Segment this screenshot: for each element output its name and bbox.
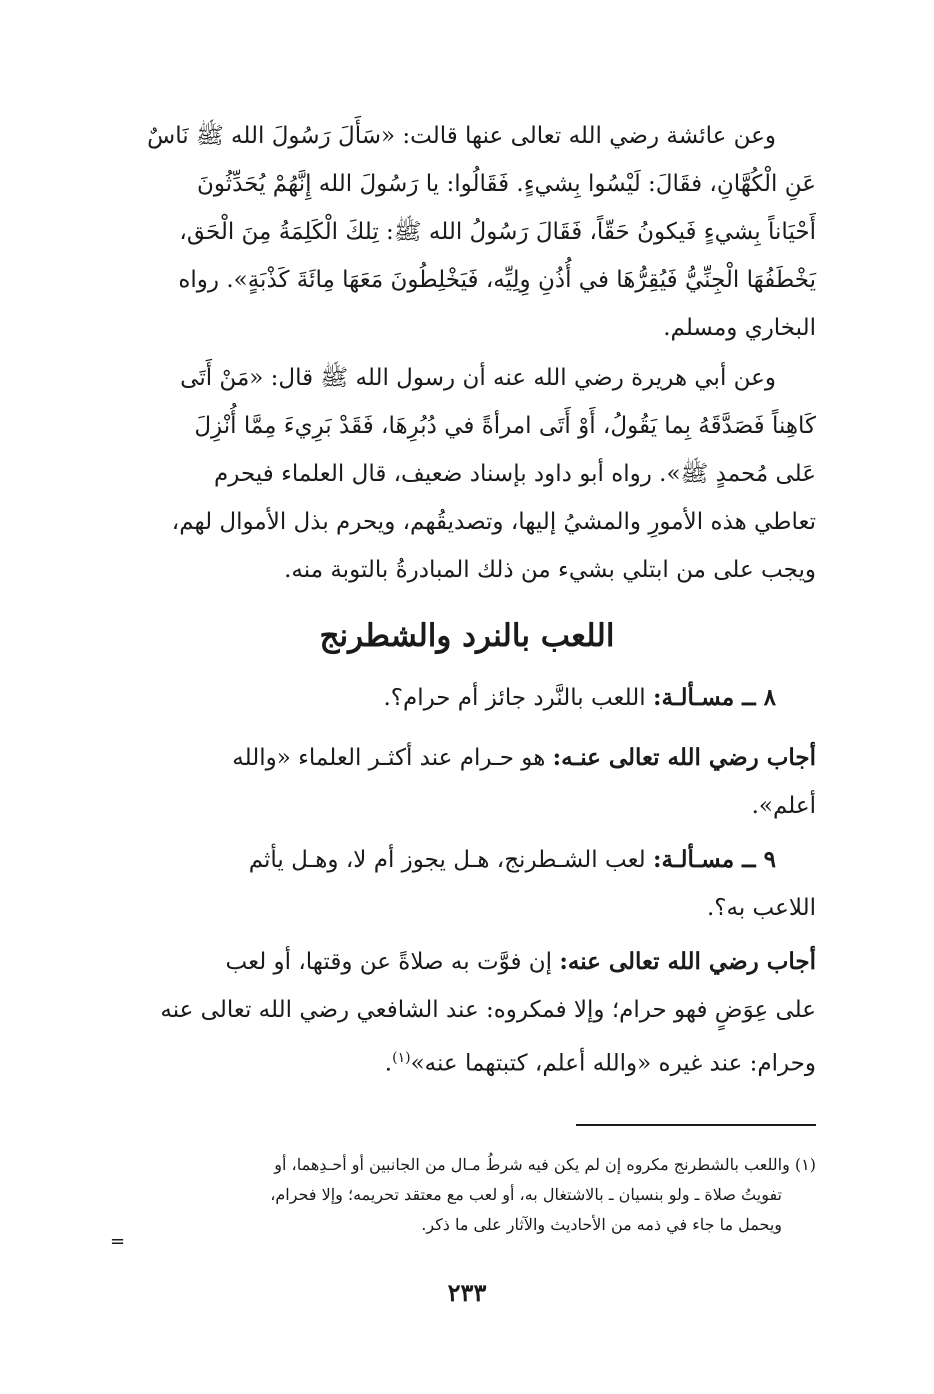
answer-8-text: هو حـرام عند أكثـر العلماء «والله	[232, 745, 553, 771]
question-9-label: ٩ ــ مسـألـة:	[652, 846, 776, 873]
section-heading: اللعب بالنرد والشطرنج	[319, 618, 615, 654]
footnote-separator	[576, 1124, 816, 1126]
answer-8-line-1	[116, 734, 816, 782]
text-line: يَخْطَفُهَا الْجِنِّيُّ فَيُقِرُّهَا في أُذُنِ وِلِيِّه، فَيَخْلِطُونَ مَعَهَا مِائَةَ كَذْبَةٍ». رواه	[178, 267, 816, 293]
answer-8	[116, 734, 816, 830]
question-8-label: ٨ ــ مسـألـة:	[652, 684, 776, 711]
answer-9	[116, 938, 816, 1088]
question-9-text: لعب الشـطرنج، هـل يجوز أم لا، وهـل يأثم	[248, 847, 653, 873]
text-line: وعن عائشة رضي الله تعالى عنها قالت: «سَأَلَ رَسُولَ الله ﷺ نَاسٌ	[147, 123, 776, 149]
question-9-line-2: اللاعب به؟.	[707, 895, 816, 921]
footnote-line: (١) واللعب بالشطرنج مكروه إن لم يكن فيه شرطُ مـال من الجانبين أو أحـدِهما، أو	[274, 1155, 816, 1174]
answer-9-line-3-end: .	[384, 1050, 393, 1077]
text-line: تعاطي هذه الأمورِ والمشيُ إليها، وتصديقُهم، ويحرم بذل الأموال لهم،	[171, 509, 816, 535]
footnote-line: ويحمل ما جاء في ذمه من الأحاديث والآثار على ما ذكر.	[421, 1215, 782, 1234]
question-8-line	[116, 674, 816, 722]
text-line: عَلى مُحمدٍ ﷺ». رواه أبو داود بإسناد ضعيف، قال العلماء فيحرم	[214, 461, 816, 487]
question-9-line-1	[116, 836, 816, 884]
answer-9-line-3-text: وحرام: عند غيره «والله أعلم، كتبتهما عنه»	[410, 1050, 816, 1077]
question-8	[116, 674, 816, 722]
page-number: ٢٣٣	[447, 1278, 487, 1307]
answer-9-line-3	[116, 1034, 816, 1088]
footnote-marker[interactable]: (١)	[392, 1050, 411, 1066]
text-line: كَاهِناً فَصَدَّقَهُ بِما يَقُولُ، أَوْ أَتَى امرأةً في دُبُرِهَا، فَقَدْ بَرِيءَ مِمَّا أُنْزِلَ	[194, 413, 816, 439]
answer-9-label: أجاب رضي الله تعالى عنه:	[559, 948, 816, 975]
hadith-paragraph-abu-hurayra	[116, 354, 816, 594]
answer-8-line-2: أعلم».	[751, 793, 816, 819]
text-line: عَنِ الْكُهَّانِ، فقَالَ: لَيْسُوا بِشيءٍ. فَقَالُوا: يا رَسُولَ الله إِنَّهُمْ يُحَدِّثُونَ	[196, 171, 816, 197]
answer-9-line-1	[116, 938, 816, 986]
hadith-paragraph-aisha	[116, 112, 816, 352]
text-line: البخاري ومسلم.	[663, 315, 816, 341]
question-9	[116, 836, 816, 932]
answer-8-label: أجاب رضي الله تعالى عنـه:	[552, 744, 816, 771]
text-line: وعن أبي هريرة رضي الله عنه أن رسول الله ﷺ قال: «مَنْ أَتَى	[180, 365, 776, 391]
footnote-continuation-mark: =	[110, 1231, 126, 1252]
answer-9-line-2: على عِوَضٍ فهو حرام؛ وإلا فمكروه: عند الشافعي رضي الله تعالى عنه	[160, 997, 816, 1023]
footnotes	[116, 1150, 816, 1240]
text-line: ويجب على من ابتلي بشيء من ذلك المبادرةُ بالتوبة منه.	[284, 557, 816, 583]
text-line: أَحْيَاناً بِشيءٍ فَيكونُ حَقّاً، فَقَالَ رَسُولُ الله ﷺ: تِلكَ الْكَلِمَةُ مِنَ الْحَق،	[179, 219, 816, 245]
question-8-text: اللعب بالنَّرد جائز أم حرام؟.	[383, 685, 653, 711]
footnote-line: تفويتُ صلاة ـ ولو بنسيان ـ بالاشتغال به، أو لعب مع معتقد تحريمه؛ وإلا فحرام،	[270, 1185, 782, 1204]
answer-9-text: إن فوَّت به صلاةً عن وقتها، أو لعب	[225, 949, 560, 975]
